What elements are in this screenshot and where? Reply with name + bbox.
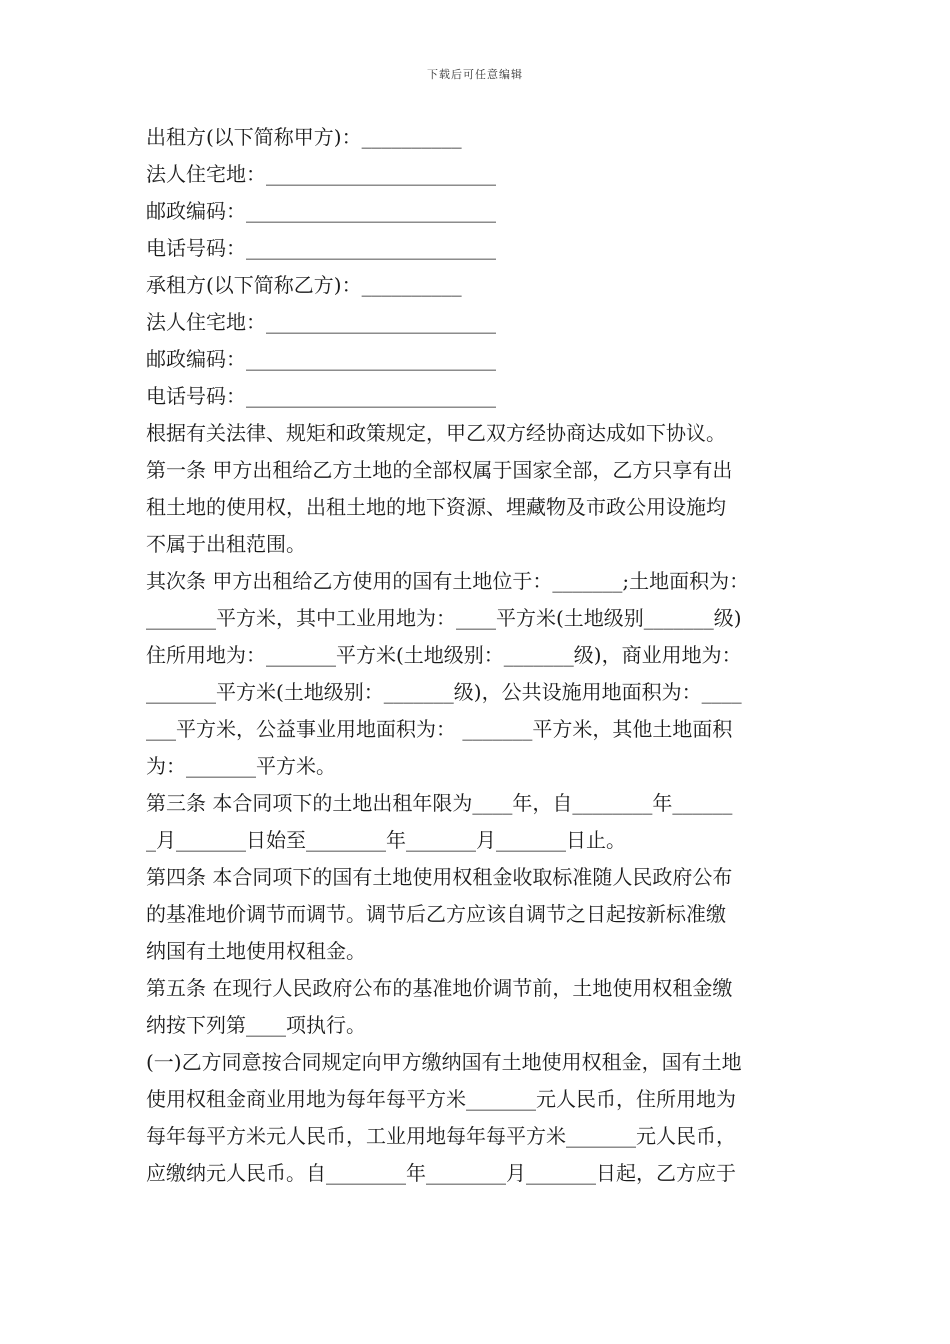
article-4-line-2: 的基准地价调节而调节。调节后乙方应该自调节之日起按新标准缴	[146, 902, 726, 926]
article-2-line-3: 住所用地为：_______平方米(土地级别：_______级)，商业用地为：	[146, 643, 742, 667]
article-2-line-5: ___平方米，公益事业用地面积为： _______平方米，其他土地面积	[146, 717, 733, 741]
document-body	[146, 119, 812, 1192]
clause-1-line-4: 应缴纳元人民币。自________年________月_______日起，乙方应于	[146, 1161, 736, 1185]
article-2-line-1: 其次条 甲方出租给乙方使用的国有土地位于：_______;土地面积为：	[146, 569, 750, 593]
page-header: 下载后可任意编辑	[427, 68, 523, 81]
article-2-line-6: 为：_______平方米。	[146, 754, 336, 778]
lessee-line: 承租方(以下简称乙方)：__________	[146, 273, 462, 297]
article-1-line-2: 租土地的使用权，出租土地的地下资源、埋藏物及市政公用设施均	[146, 495, 726, 519]
article-3-line-2: _月_______日始至________年_______月_______日止。	[146, 828, 626, 852]
article-2-line-2: _______平方米，其中工业用地为：____平方米(土地级别_______级)	[146, 606, 742, 630]
lessor-phone-line: 电话号码：_________________________	[146, 236, 496, 260]
article-1-line-3: 不属于出租范围。	[146, 532, 306, 556]
clause-1-line-2: 使用权租金商业用地为每年每平方米_______元人民币，住所用地为	[146, 1087, 736, 1111]
lessee-address-line: 法人住宅地：_______________________	[146, 310, 496, 334]
clause-1-line-1: (一)乙方同意按合同规定向甲方缴纳国有土地使用权租金，国有土地	[146, 1050, 742, 1074]
article-4-line-3: 纳国有土地使用权租金。	[146, 939, 366, 963]
clause-1-line-3: 每年每平方米元人民币，工业用地每年每平方米_______元人民币，	[146, 1124, 736, 1148]
lessor-line: 出租方(以下简称甲方)：__________	[146, 125, 462, 149]
article-1-line-1: 第一条 甲方出租给乙方土地的全部权属于国家全部，乙方只享有出	[146, 458, 733, 482]
article-2-line-4: _______平方米(土地级别：_______级)，公共设施用地面积为：____	[146, 680, 742, 704]
lessee-phone-line: 电话号码：_________________________	[146, 384, 496, 408]
lessee-postcode-line: 邮政编码：_________________________	[146, 347, 496, 371]
article-5-line-1: 第五条 在现行人民政府公布的基准地价调节前，土地使用权租金缴	[146, 976, 733, 1000]
article-3-line-1: 第三条 本合同项下的土地出租年限为____年，自________年______	[146, 791, 733, 815]
article-5-line-2: 纳按下列第____项执行。	[146, 1013, 366, 1037]
article-4-line-1: 第四条 本合同项下的国有土地使用权租金收取标准随人民政府公布	[146, 865, 733, 889]
preamble-line: 根据有关法律、规矩和政策规定，甲乙双方经协商达成如下协议。	[146, 421, 726, 445]
lessor-address-line: 法人住宅地：_______________________	[146, 162, 496, 186]
lessor-postcode-line: 邮政编码：_________________________	[146, 199, 496, 223]
